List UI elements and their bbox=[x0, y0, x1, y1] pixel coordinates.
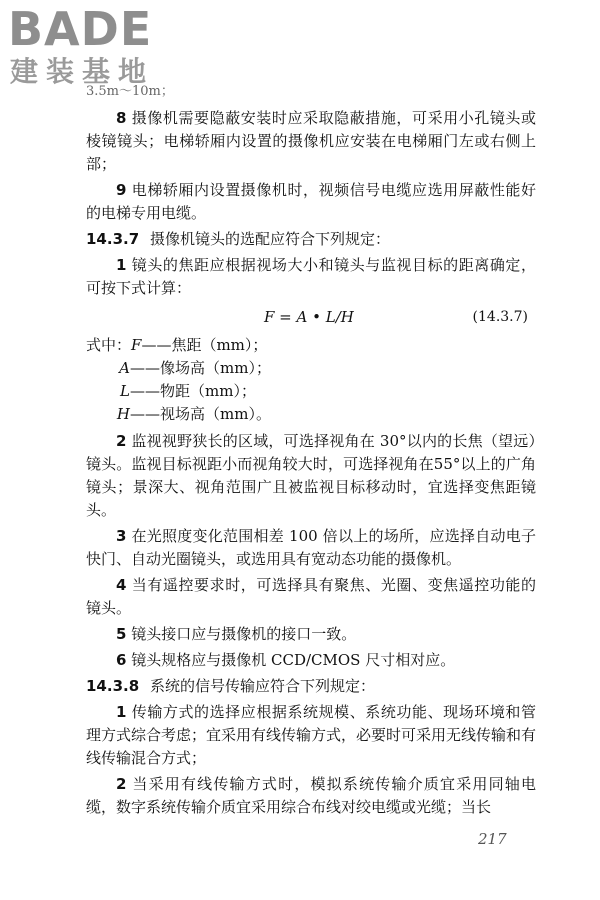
formula-expression: F = A • L/H bbox=[264, 308, 354, 326]
item-text: 镜头的焦距应根据视场大小和镜头与监视目标的距离确定，可按下式计算： bbox=[86, 256, 536, 297]
lens-item-3 bbox=[86, 525, 536, 571]
symbol-desc: ——视场高（mm）。 bbox=[130, 405, 271, 423]
item-text: 当采用有线传输方式时，模拟系统传输介质宜采用同轴电缆，数字系统传输介质宜采用综合布线对绞电缆或光缆；当长 bbox=[86, 775, 536, 816]
symbol-definitions bbox=[86, 334, 536, 426]
item-text: 镜头接口应与摄像机的接口一致。 bbox=[131, 625, 357, 643]
symbol-desc: ——物距（mm）； bbox=[130, 382, 256, 400]
item-text: 监视视野狭长的区域，可选择视角在 30°以内的长焦（望远）镜头。监视目标视距小而视角较大时，可选择视角在55°以上的广角镜头；景深大、视角范围广且被监视目标移动时，宜选择变焦距镜头。 bbox=[86, 432, 536, 519]
item-number: 8 bbox=[116, 109, 127, 127]
lens-item-2 bbox=[86, 430, 536, 522]
item-text: 电梯轿厢内设置摄像机时，视频信号电缆应选用屏蔽性能好的电梯专用电缆。 bbox=[86, 181, 536, 222]
lens-item-4 bbox=[86, 574, 536, 620]
formula-number: (14.3.7) bbox=[472, 309, 528, 325]
section-number: 14.3.8 bbox=[86, 677, 140, 695]
definition-row bbox=[86, 380, 536, 403]
page-body bbox=[86, 80, 536, 822]
transmission-item-1 bbox=[86, 701, 536, 770]
item-text: 当有遥控要求时，可选择具有聚焦、光圈、变焦遥控功能的镜头。 bbox=[86, 576, 536, 617]
item-number: 2 bbox=[116, 775, 127, 793]
definition-row bbox=[86, 357, 536, 380]
definitions-lead: 式中： bbox=[86, 336, 132, 354]
item-number: 4 bbox=[116, 576, 127, 594]
definition-row bbox=[86, 403, 536, 426]
definition-row bbox=[86, 334, 536, 357]
logo-wordmark: BADE bbox=[8, 2, 153, 56]
section-heading-14-3-8 bbox=[86, 675, 536, 698]
item-number: 1 bbox=[116, 703, 127, 721]
section-number: 14.3.7 bbox=[86, 230, 140, 248]
page-number: 217 bbox=[478, 830, 507, 848]
section-heading-14-3-7 bbox=[86, 228, 536, 251]
symbol-desc: ——焦距（mm）； bbox=[141, 336, 268, 354]
lens-item-5 bbox=[86, 623, 536, 646]
logo-subtitle: 建装基地 bbox=[10, 55, 155, 88]
symbol: H bbox=[116, 405, 130, 423]
transmission-item-2 bbox=[86, 773, 536, 819]
symbol: A bbox=[119, 359, 130, 377]
section-title: 摄像机镜头的选配应符合下列规定： bbox=[149, 230, 390, 248]
symbol: L bbox=[120, 382, 130, 400]
item-number: 3 bbox=[116, 527, 127, 545]
clause-item-8 bbox=[86, 107, 536, 176]
clause-item-9 bbox=[86, 179, 536, 225]
lens-item-1 bbox=[86, 254, 536, 300]
item-number: 6 bbox=[116, 651, 127, 669]
symbol: F bbox=[131, 336, 142, 354]
item-text: 在光照度变化范围相差 100 倍以上的场所，应选择自动电子快门、自动光圈镜头，或选用具有宽动态功能的摄像机。 bbox=[86, 527, 536, 568]
item-number: 2 bbox=[116, 432, 127, 450]
lens-item-6 bbox=[86, 649, 536, 672]
item-number: 5 bbox=[116, 625, 127, 643]
focal-length-formula bbox=[86, 304, 536, 332]
item-text: 镜头规格应与摄像机 CCD/CMOS 尺寸相对应。 bbox=[131, 651, 456, 669]
item-number: 9 bbox=[116, 181, 127, 199]
item-number: 1 bbox=[116, 256, 127, 274]
symbol-desc: ——像场高（mm）； bbox=[130, 359, 271, 377]
section-title: 系统的信号传输应符合下列规定： bbox=[149, 677, 375, 695]
item-text: 摄像机需要隐蔽安装时应采取隐蔽措施，可采用小孔镜头或棱镜镜头；电梯轿厢内设置的摄像机应安装在电梯厢门左或右侧上部； bbox=[86, 109, 536, 173]
item-text: 传输方式的选择应根据系统规模、系统功能、现场环境和管理方式综合考虑；宜采用有线传输方式，必要时可采用无线传输和有线传输混合方式； bbox=[86, 703, 537, 767]
intro-fragment: 3.5m～10m； bbox=[86, 84, 174, 99]
